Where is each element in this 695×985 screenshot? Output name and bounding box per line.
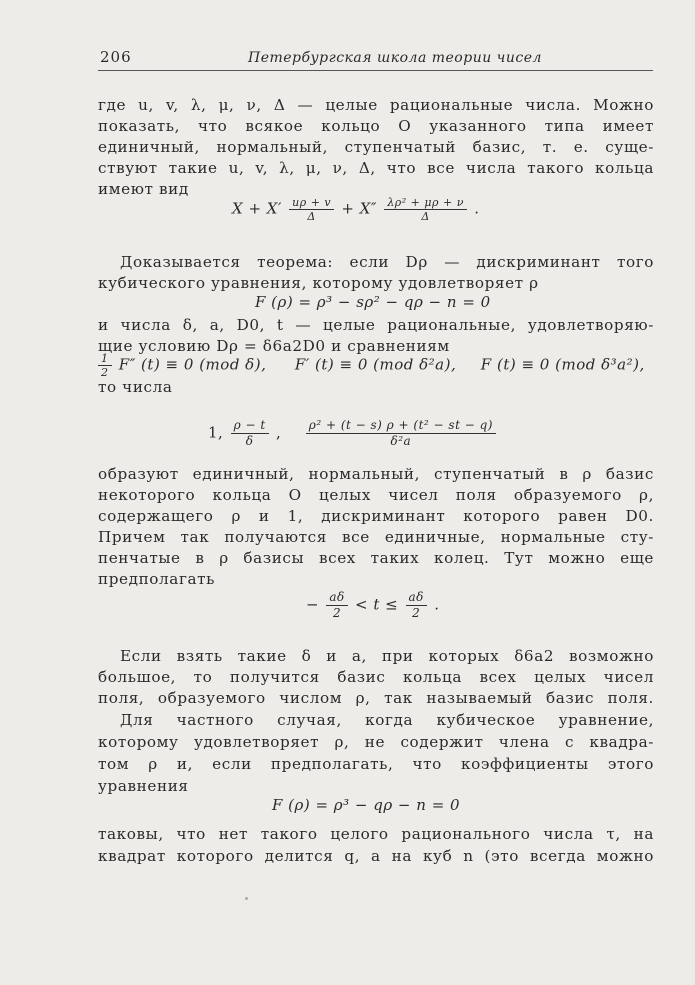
text-line: где u, v, λ, μ, ν, Δ — целые рациональные числа. Можно: [98, 96, 654, 114]
fraction-denominator: δ²a: [306, 433, 496, 449]
text-line: Если взять такие δ и a, при которых δ6a2 возможно: [120, 647, 654, 665]
text-line: кубического уравнения, которому удовлетворяет ρ: [98, 274, 539, 292]
fraction: [98, 352, 112, 379]
formula-congruences: [96, 352, 645, 379]
text-line: которому удовлетворяет ρ, не содержит члена с квадра-: [98, 733, 654, 751]
fraction-denominator: 2: [326, 605, 347, 621]
text-line: имеют вид: [98, 180, 189, 198]
text-line: поля, образуемого числом ρ, так называемый базис поля.: [98, 689, 654, 707]
fraction: [231, 418, 269, 449]
fraction-denominator: δ: [231, 433, 269, 449]
page-header: [98, 48, 653, 71]
fraction-denominator: Δ: [384, 209, 467, 223]
text-line: таковы, что нет такого целого рационального числа τ, на: [98, 825, 654, 843]
text-line: то числа: [98, 378, 173, 396]
formula-part: F″ (t) ≡ 0 (mod δ),: [118, 355, 267, 374]
formula-part: < t ≤: [355, 595, 399, 614]
text-line: пенчатые в ρ базисы всех таких колец. Тут можно еще: [98, 549, 654, 567]
formula-part: F (t) ≡ 0 (mod δ³a²),: [480, 355, 645, 374]
text-line: Для частного случая, когда кубическое уравнение,: [120, 711, 654, 729]
text-line: показать, что всякое кольцо O указанного типа имеет: [98, 117, 654, 135]
text-line: единичный, нормальный, ступенчатый базис, т. е. суще-: [98, 138, 654, 156]
fraction: [406, 590, 427, 621]
text-line: Причем так получаются все единичные, нормальные сту-: [98, 528, 654, 546]
formula-part: X + X′: [232, 199, 282, 218]
text-line: большое, то получится базис кольца всех целых чисел: [98, 668, 654, 686]
fraction-numerator: 1: [101, 352, 109, 365]
text-line: и числа δ, a, D0, t — целые рациональные, удовлетворяю-: [98, 316, 654, 334]
formula-part: ,: [275, 423, 282, 442]
fraction-numerator: ρ − t: [233, 418, 266, 432]
fraction-denominator: 2: [406, 605, 427, 621]
text-line: содержащего ρ и 1, дискриминант которого равен D0.: [98, 507, 654, 525]
page-number: 206: [100, 48, 132, 66]
text-line: уравнения: [98, 777, 189, 795]
formula-basis: [208, 418, 498, 449]
fraction: [306, 418, 496, 449]
formula-cubic-equation: F (ρ) = ρ³ − sρ² − qρ − n = 0: [255, 293, 491, 311]
running-title: Петербургская школа теории чисел: [248, 50, 542, 66]
text-line: том ρ и, если предполагать, что коэффициенты этого: [98, 755, 654, 773]
text-line: квадрат которого делится q, а на куб n (это всегда можно: [98, 847, 654, 865]
formula-part: F′ (t) ≡ 0 (mod δ²a),: [294, 355, 457, 374]
fraction-numerator: ρ² + (t − s) ρ + (t² − st − q): [308, 418, 493, 432]
text-line: Доказывается теорема: если Dρ — дискриминант того: [120, 253, 654, 271]
formula-part: .: [434, 595, 440, 614]
fraction: [384, 196, 467, 223]
text-line: ствуют такие u, v, λ, μ, ν, Δ, что все числа такого кольца: [98, 159, 654, 177]
fraction-numerator: aδ: [408, 590, 424, 604]
fraction-numerator: λρ² + μρ + ν: [387, 196, 464, 209]
formula-part: −: [306, 595, 320, 614]
formula-part: .: [474, 199, 480, 218]
fraction-numerator: aδ: [329, 590, 345, 604]
formula-number-form: [232, 196, 479, 223]
formula-part: + X″: [341, 199, 378, 218]
fraction: [289, 196, 334, 223]
fraction-denominator: Δ: [289, 209, 334, 223]
text-line: некоторого кольца O целых чисел поля образуемого ρ,: [98, 486, 654, 504]
formula-part: 1,: [208, 423, 224, 442]
fraction: [326, 590, 347, 621]
fraction-denominator: 2: [98, 365, 112, 379]
paper-speck: [245, 897, 248, 900]
formula-depressed-cubic: F (ρ) = ρ³ − qρ − n = 0: [272, 796, 461, 814]
fraction-numerator: uρ + v: [292, 196, 332, 209]
formula-inequality: [306, 590, 439, 621]
text-line: образуют единичный, нормальный, ступенчатый в ρ базис: [98, 465, 654, 483]
text-line: предполагать: [98, 570, 216, 588]
text-line: щие условию Dρ = δ6a2D0 и сравнениям: [98, 337, 450, 355]
